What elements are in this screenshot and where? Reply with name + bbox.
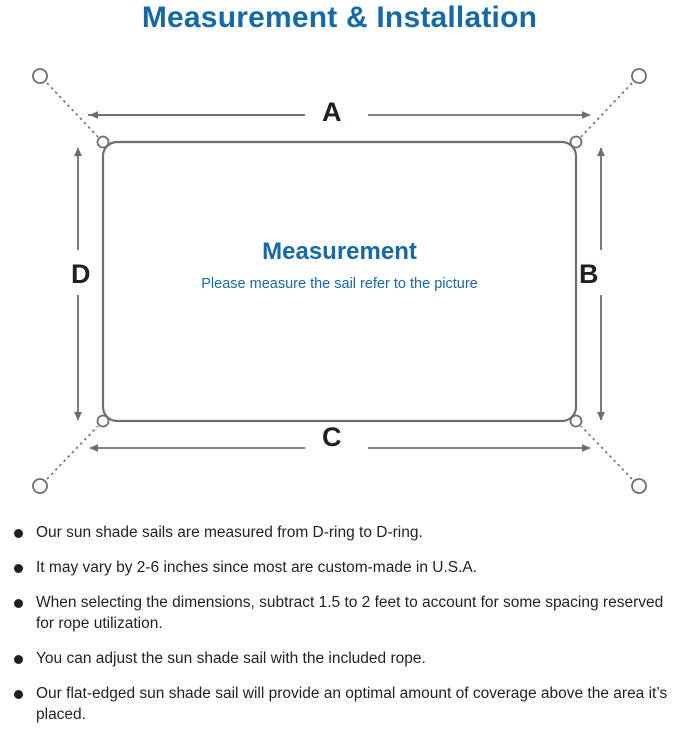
bullet-icon bbox=[14, 564, 23, 573]
note-text: It may vary by 2-6 inches since most are custom-made in U.S.A. bbox=[36, 559, 478, 576]
list-item bbox=[0, 592, 679, 634]
dimension-label-b: B bbox=[579, 259, 599, 289]
measurement-diagram bbox=[0, 50, 679, 510]
note-text: Our sun shade sails are measured from D-ring to D-ring. bbox=[36, 524, 423, 541]
list-item bbox=[0, 557, 679, 578]
list-item bbox=[0, 648, 679, 669]
list-item bbox=[0, 683, 679, 725]
list-item bbox=[0, 522, 679, 543]
note-text: When selecting the dimensions, subtract 1.5 to 2 feet to account for some spacing reserved for rope utilization. bbox=[36, 594, 664, 632]
bullet-icon bbox=[14, 599, 23, 608]
measurement-heading: Measurement bbox=[262, 238, 417, 265]
bullet-icon bbox=[14, 655, 23, 664]
note-text: Our flat-edged sun shade sail will provide an optimal amount of coverage above the area it’s placed. bbox=[36, 685, 668, 723]
dimension-label-c: C bbox=[322, 422, 342, 452]
dimension-label-a: A bbox=[322, 97, 342, 127]
bullet-icon bbox=[14, 690, 23, 699]
dimension-label-d: D bbox=[71, 259, 91, 289]
notes-list bbox=[0, 522, 679, 739]
measurement-subheading: Please measure the sail refer to the picture bbox=[201, 276, 478, 292]
note-text: You can adjust the sun shade sail with the included rope. bbox=[36, 650, 426, 667]
page-title: Measurement & Installation bbox=[141, 1, 538, 34]
bullet-icon bbox=[14, 529, 23, 538]
